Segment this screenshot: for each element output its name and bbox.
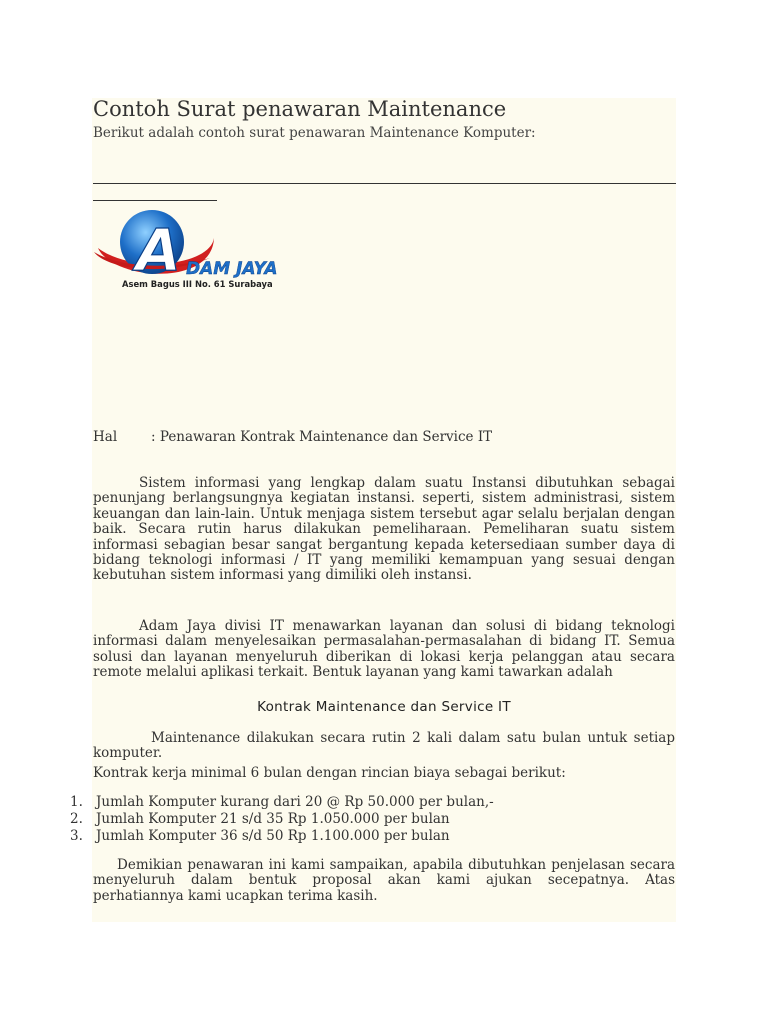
list-number: 1.	[70, 794, 83, 810]
list-item	[70, 828, 494, 845]
list-item	[70, 794, 494, 811]
list-text: Jumlah Komputer kurang dari 20 @ Rp 50.000 per bulan,-	[96, 794, 494, 810]
list-item	[70, 811, 494, 828]
paragraph-contract: Kontrak kerja minimal 6 bulan dengan rincian biaya sebagai berikut:	[93, 765, 566, 781]
section-heading: Kontrak Maintenance dan Service IT	[257, 699, 511, 715]
document-subtitle: Berikut adalah contoh surat penawaran Maintenance Komputer:	[93, 125, 536, 141]
list-text: Jumlah Komputer 21 s/d 35 Rp 1.050.000 per bulan	[96, 811, 450, 828]
list-number: 2.	[70, 811, 83, 828]
logo-letter: A	[136, 216, 181, 284]
paragraph-maintenance: Maintenance dilakukan secara rutin 2 kali dalam satu bulan untuk setiap komputer.	[93, 730, 675, 762]
company-logo	[92, 208, 292, 296]
divider-line-short	[93, 200, 217, 201]
subject-line	[93, 429, 492, 445]
divider-line	[93, 183, 676, 184]
logo-address: Asem Bagus III No. 61 Surabaya	[122, 279, 273, 289]
subject-label: Hal	[93, 429, 118, 445]
price-list	[70, 794, 494, 846]
paragraph-closing: Demikian penawaran ini kami sampaikan, apabila dibutuhkan penjelasan secara menyeluruh dalam bentuk proposal akan kami ajukan secepatnya. Atas perhatiannya kami ucapkan terima kasih.	[93, 857, 675, 904]
document-title: Contoh Surat penawaran Maintenance	[93, 97, 507, 121]
paragraph-offer: Adam Jaya divisi IT menawarkan layanan dan solusi di bidang teknologi informasi dalam menyelesaikan permasalahan-permasalahan di bidang IT. Semua solusi dan layanan menyeluruh diberikan di lokasi kerja pelanggan atau secara remote melalui aplikasi terkait. Bentuk layanan yang kami tawarkan adalah	[93, 618, 675, 681]
list-number: 3.	[70, 828, 83, 845]
logo-name: DAM JAYA	[186, 259, 278, 279]
subject-value: : Penawaran Kontrak Maintenance dan Service IT	[151, 429, 493, 445]
list-text: Jumlah Komputer 36 s/d 50 Rp 1.100.000 per bulan	[96, 828, 450, 845]
paragraph-intro: Sistem informasi yang lengkap dalam suatu Instansi dibutuhkan sebagai penunjang berlangsungnya kegiatan instansi. seperti, sistem administrasi, sistem keuangan dan lain-lain. Untuk menjaga sistem tersebut agar selalu berjalan dengan baik. Secara rutin harus dilakukan pemeliharaan. Pemeliharan suatu sistem informasi sebagian besar sangat bergantung kepada ketersediaan sumber daya di bidang teknologi informasi / IT yang memiliki kemampuan yang sesuai dengan kebutuhan sistem informasi yang dimiliki oleh instansi.	[93, 475, 675, 584]
